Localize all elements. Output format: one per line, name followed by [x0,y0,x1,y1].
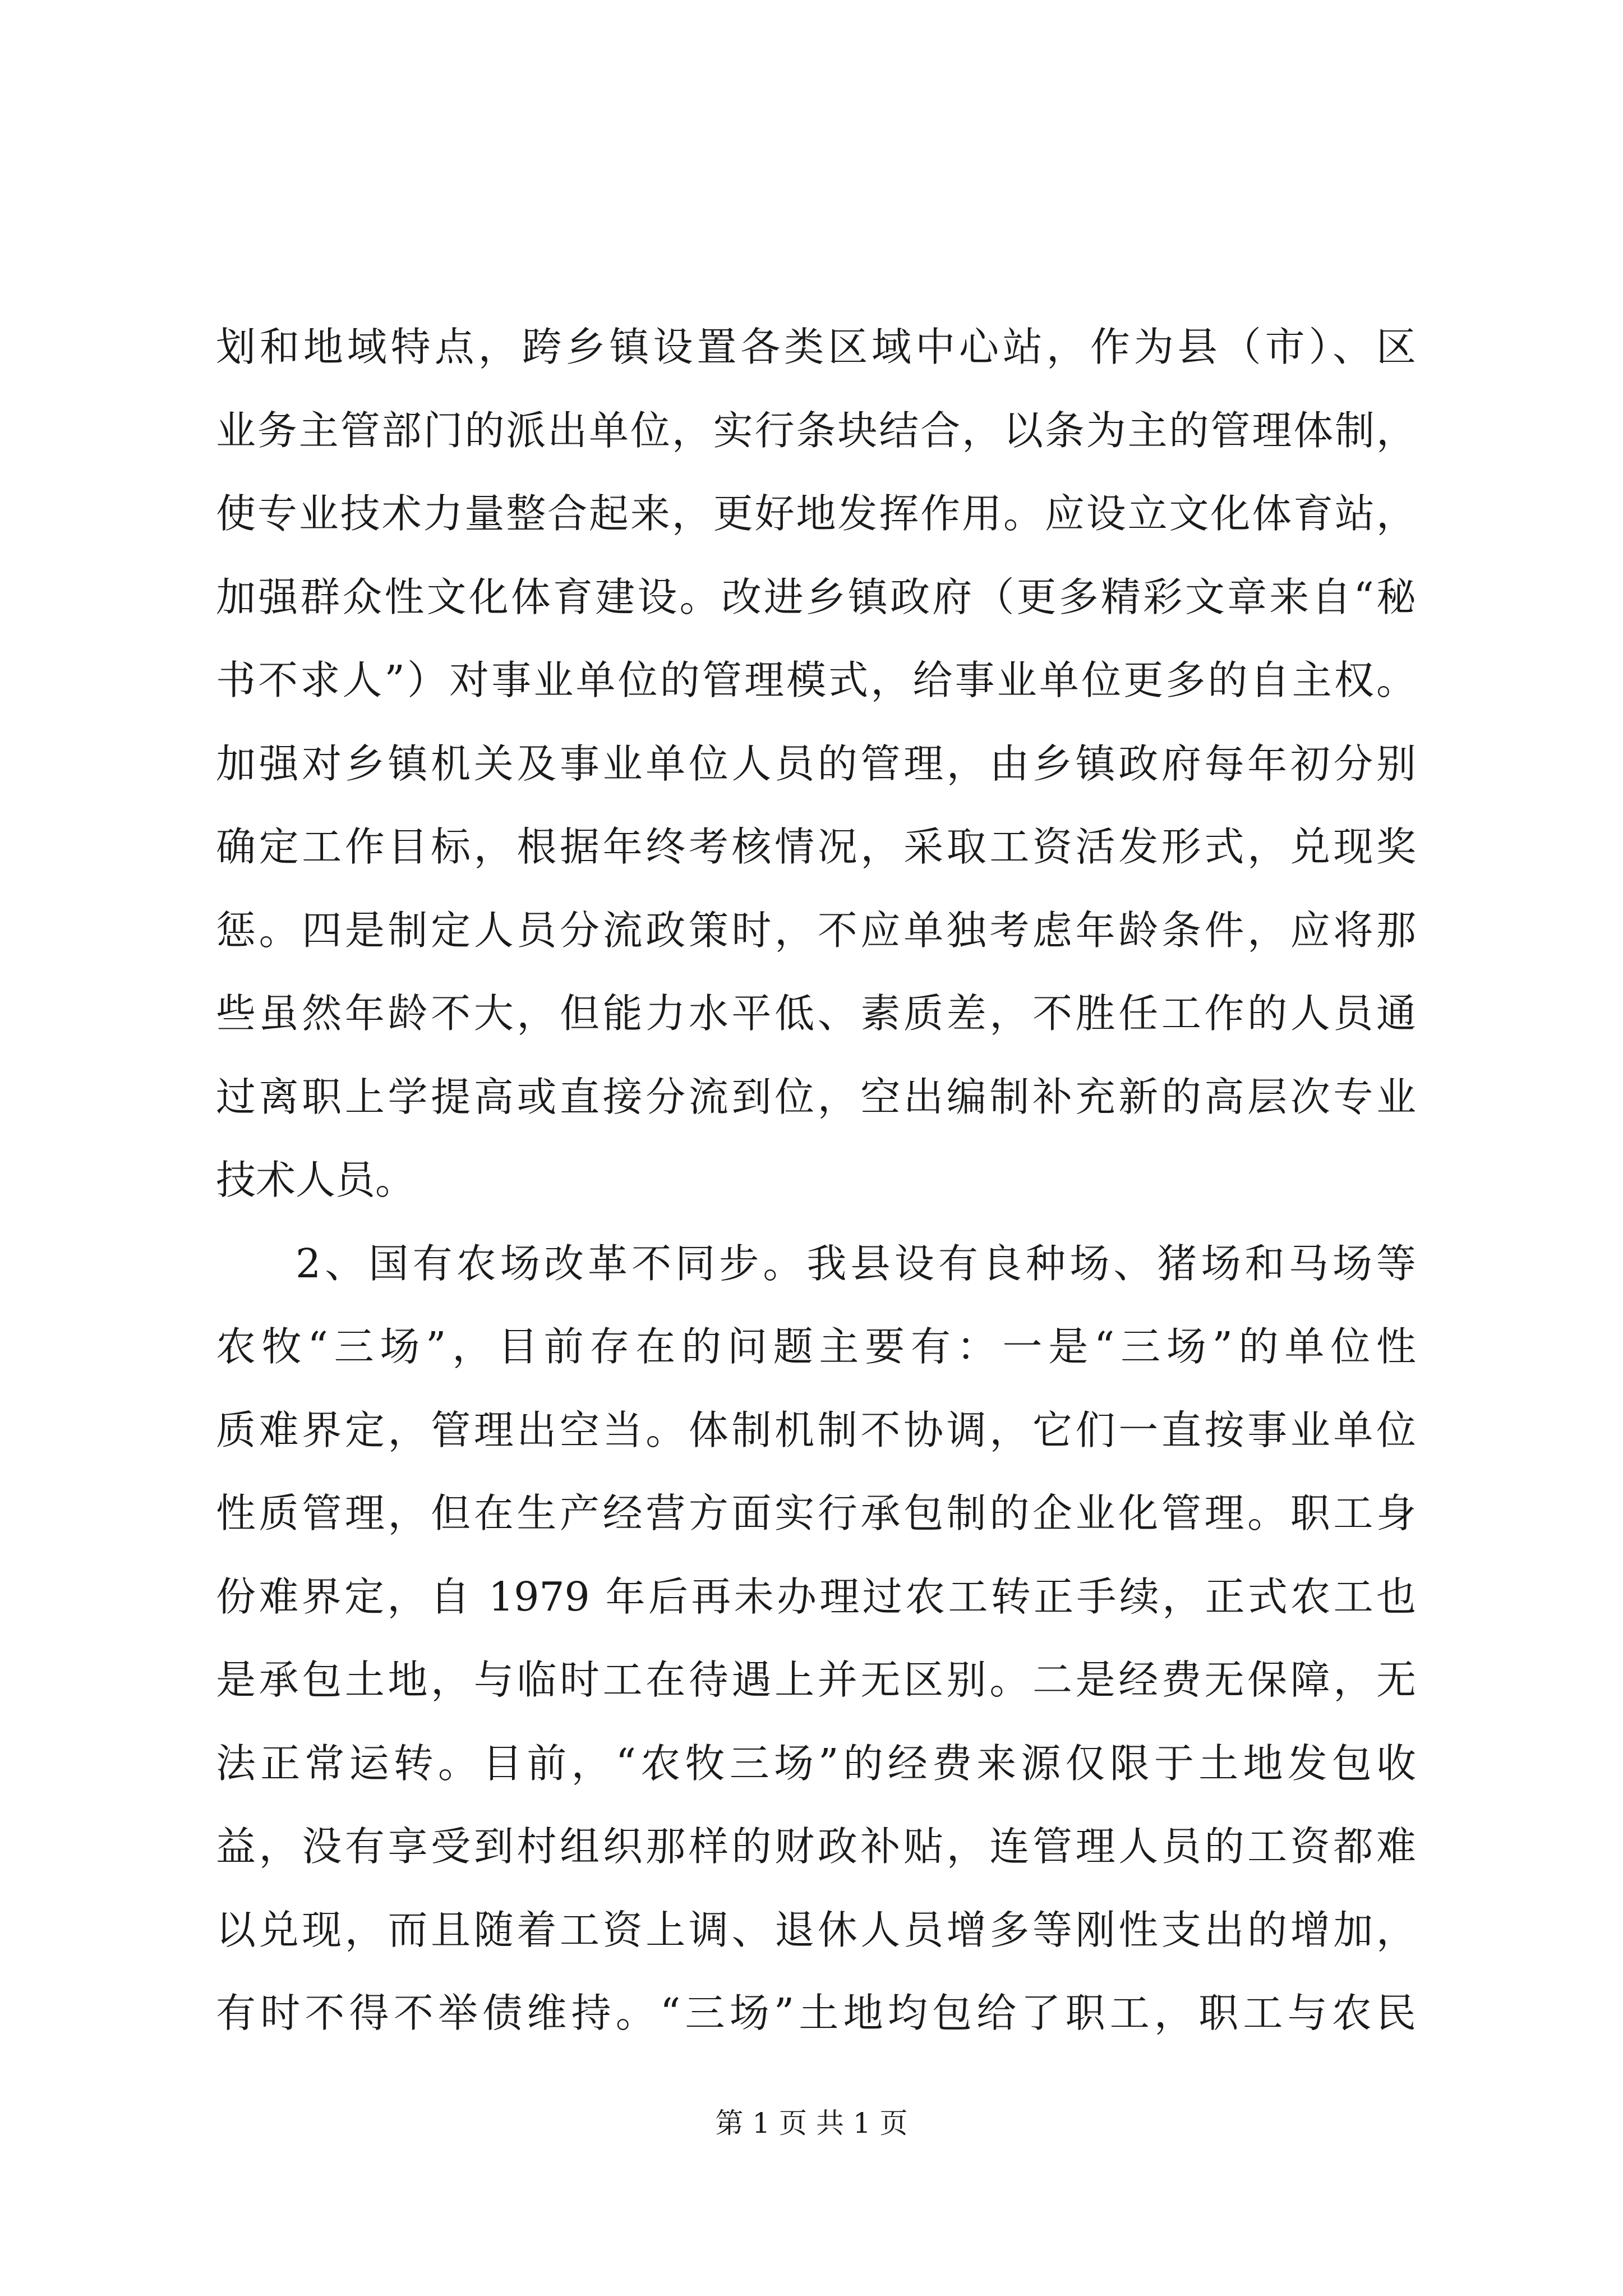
text-line: 惩。四是制定人员分流政策时，不应单独考虑年龄条件，应将那 [216,907,1416,954]
text-line: 些虽然年龄不大，但能力水平低、素质差，不胜任工作的人员通 [216,990,1416,1037]
text-line: 份难界定，自 1979 年后再未办理过农工转正手续，正式农工也 [216,1573,1416,1620]
text-line: 2、国有农场改革不同步。我县设有良种场、猪场和马场等 [296,1240,1416,1287]
body-text [216,306,1416,2055]
text-line: 书不求人”）对事业单位的管理模式，给事业单位更多的自主权。 [216,657,1416,703]
text-line: 加强对乡镇机关及事业单位人员的管理，由乡镇政府每年初分别 [216,740,1416,787]
text-line: 使专业技术力量整合起来，更好地发挥作用。应设立文化体育站， [216,490,1416,537]
text-line: 法正常运转。目前，“农牧三场”的经费来源仅限于土地发包收 [216,1740,1416,1787]
text-line: 有时不得不举债维持。“三场”土地均包给了职工，职工与农民 [216,1990,1416,2036]
paragraph-2 [216,1222,1416,2055]
text-line: 农牧“三场”，目前存在的问题主要有：一是“三场”的单位性 [216,1323,1416,1370]
text-line: 是承包土地，与临时工在待遇上并无区别。二是经费无保障，无 [216,1657,1416,1703]
text-line: 过离职上学提高或直接分流到位，空出编制补充新的高层次专业 [216,1073,1416,1120]
paragraph-1 [216,306,1416,1222]
text-line: 性质管理，但在生产经营方面实行承包制的企业化管理。职工身 [216,1490,1416,1536]
text-line: 加强群众性文化体育建设。改进乡镇政府（更多精彩文章来自“秘 [216,573,1416,620]
text-line: 质难界定，管理出空当。体制机制不协调，它们一直按事业单位 [216,1406,1416,1453]
text-line: 划和地域特点，跨乡镇设置各类区域中心站，作为县（市）、区 [216,324,1416,370]
page-footer [0,2106,1623,2140]
page-number-label: 第 1 页 共 1 页 [715,2107,908,2139]
text-line: 业务主管部门的派出单位，实行条块结合，以条为主的管理体制， [216,407,1416,454]
text-line: 益，没有享受到村组织那样的财政补贴，连管理人员的工资都难 [216,1823,1416,1870]
text-line: 确定工作目标，根据年终考核情况，采取工资活发形式，兑现奖 [216,823,1416,870]
text-line: 以兑现，而且随着工资上调、退休人员增多等刚性支出的增加， [216,1906,1416,1953]
text-line: 技术人员。 [216,1157,416,1203]
